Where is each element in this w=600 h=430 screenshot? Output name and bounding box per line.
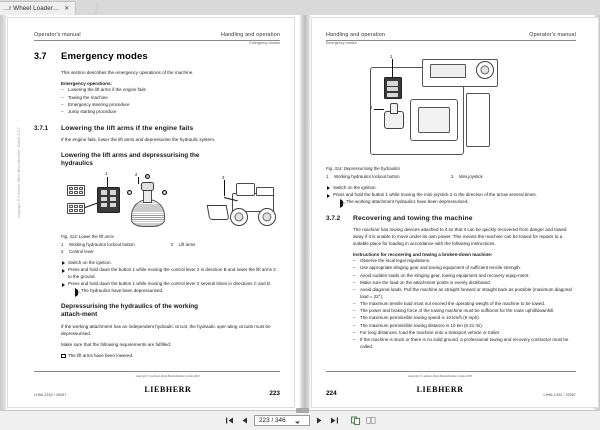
page-gutter-left [0, 15, 6, 410]
list-item: – Jump starting procedure [61, 109, 280, 116]
figure-314 [326, 53, 576, 163]
subsection-intro: If the engine fails, lower the lift arms and depressurise the hydraulic system. [61, 136, 216, 142]
legend-item [171, 242, 281, 248]
document-tab[interactable] [0, 1, 76, 15]
chevron-down-icon[interactable] [294, 412, 301, 430]
page-content-right [326, 51, 576, 377]
page-number-value: 223 / 346 [259, 417, 286, 424]
loader-engine-hood [256, 187, 274, 196]
legend-number: 1 [61, 241, 64, 247]
legend-item [61, 242, 171, 248]
direction-badge-b: B [146, 174, 149, 179]
joystick-base [131, 199, 165, 227]
figure-313-legend [61, 242, 280, 256]
section-heading [34, 51, 280, 62]
mini-joystick-shaft [390, 103, 398, 114]
list-item: Switch on the ignition. [61, 260, 280, 267]
callout-1: 1 [390, 54, 393, 59]
direction-badge-d: D [163, 190, 166, 195]
leader-line-1 [392, 59, 393, 77]
heading-depressurising-attachment: Depressurising the hydraulics of the working attach-ment [61, 302, 199, 319]
requirements-list [61, 353, 280, 360]
running-head-right: Operator's manual [529, 32, 576, 38]
list-item: The lift arms have been lowered. [61, 353, 280, 360]
list-item: – If the machine is stuck or there is no solid ground, a professional towing and recovery contractor must be called. [353, 337, 576, 350]
console-armrest [418, 107, 450, 133]
brand-logo: LIEBHERR [416, 385, 464, 394]
figure-313-caption: Fig. 313: Lower the lift arms [61, 233, 115, 239]
callout-2: 2 [370, 105, 373, 110]
list-item: – The maximum permissible towing speed is 10 km/h (6 mph). [353, 315, 576, 322]
figure-313 [61, 170, 280, 231]
section-title: Emergency modes [61, 51, 148, 62]
leader-line-2 [138, 177, 139, 184]
legend-item [451, 174, 576, 180]
emergency-ops-list [61, 87, 280, 115]
first-page-button[interactable] [224, 415, 235, 426]
brand-logo: LIEBHERR [144, 385, 192, 394]
list-item: – Make sure the load on the attachment points is evenly distributed. [353, 280, 576, 287]
document-id: LH96-1332 / 39267 [34, 393, 67, 397]
legend-label: Mini joystick [459, 174, 483, 179]
instructions-lead: Instructions for recovering and towing a broken-down machine: [353, 251, 493, 257]
document-page-right [311, 17, 599, 408]
page-number-input[interactable] [254, 415, 310, 426]
viewer-toolbar [0, 410, 600, 430]
legend-item [61, 249, 171, 255]
cab-pillar [466, 93, 490, 147]
leader-line-1 [107, 177, 108, 187]
list-item: ▷ The hydraulics have been depressurised. [75, 288, 280, 295]
document-page-left [7, 17, 295, 408]
list-item: Press and hold down the button 1 while moving the control lever 2 in direction B and lower the lift arms 3 to the ground. [61, 267, 280, 280]
list-item: – Lowering the lift arms if the engine fails [61, 87, 280, 94]
leader-line-2 [374, 109, 384, 110]
list-item: – The maximum permissible towing distance is 10 km (6.21 mi). [353, 323, 576, 330]
list-item: – For long distances, load the machine onto a transport vehicle or trailer. [353, 330, 576, 337]
list-item: – Avoid sudden loads on the slinging gear, towing equipment and recovery equip-ment. [353, 273, 576, 280]
page-footer-left [34, 371, 280, 397]
legend-number: 1 [326, 174, 329, 179]
subsection-title: Recovering and towing the machine [353, 214, 473, 222]
loader-bucket [207, 205, 230, 220]
page-number: 223 [269, 390, 280, 397]
list-item [326, 192, 576, 206]
list-item: – The maximum tensile load must not exceed the operating weight of the machine to be towed. [353, 301, 576, 308]
legend-number: 2 [451, 174, 454, 179]
loader-wheel-rear [258, 208, 276, 226]
list-item: – Towing the machine [61, 95, 280, 102]
legend-label: Lift arms [178, 241, 196, 247]
list-item: – Avoid diagonal loads. Pull the machine as straight forward or straight back as possible (maximum diagonal load = 22°). [353, 287, 576, 300]
loader-cab [236, 183, 255, 196]
wheel-loader-illustration [206, 175, 280, 229]
list-item: – Use appropriate slinging gear and towing equipment of sufficient tensile strength. [353, 265, 576, 272]
leader-line-keypad [85, 203, 97, 208]
browser-tab-strip [0, 0, 600, 16]
legend-label: Working hydraulics lockout button [69, 241, 135, 247]
procedure-steps-left [61, 260, 280, 295]
keypad-icon-upper [67, 185, 85, 196]
copyright-line: copyright © Liebherr-Werk Bischofshofen GmbH 2017 [407, 375, 473, 379]
running-head-subtitle: Emergency modes [326, 41, 357, 45]
section-number: 3.7 [34, 51, 47, 61]
steering-wheel-icon [476, 61, 494, 79]
close-icon[interactable]: ✕ [64, 5, 70, 12]
list-item: – Observe the local legal regulations. [353, 258, 576, 265]
legend-number: 3 [170, 241, 173, 247]
list-item: Switch on the ignition. [326, 185, 576, 192]
spine-watermark: copyright © Liebherr-Werk Bischofshofen GmbH 2017 [17, 127, 21, 218]
document-id: LH96-1332 / 39267 [543, 393, 576, 397]
requirements-lead: Make sure that the following requirements are fulfilled: [61, 341, 172, 347]
page-gutter-center-b [305, 15, 310, 410]
control-panel-icon [97, 187, 120, 213]
legend-label: Working hydraulics lockout button [334, 174, 400, 179]
two-page-view-button[interactable] [365, 415, 376, 426]
callout-1: 1 [105, 170, 108, 176]
scrollbar-thumb[interactable] [296, 408, 309, 413]
emergency-ops-lead: Emergency operations: [61, 80, 113, 86]
running-head [326, 32, 576, 41]
page-footer-right [326, 371, 576, 397]
list-item: – The power and braking force of the towing machine must be sufficient for the route uphill/downhill. [353, 308, 576, 315]
list-item [61, 281, 280, 295]
step-result-list [68, 288, 280, 295]
keypad-icon-lower [67, 203, 85, 214]
subsection-heading-372 [326, 215, 576, 222]
document-tab-label: …r Wheel Loader… [3, 5, 60, 12]
attachment-paragraph: If the working attachment has an independent hydraulic circuit, the hydraulic oper-ating circuits must be depressurised. [61, 323, 271, 336]
legend-item [326, 174, 451, 180]
section-intro: This section describes the emergency operations of the machine. [61, 70, 194, 75]
page-number: 224 [326, 390, 337, 397]
last-page-button[interactable] [329, 415, 340, 426]
leader-line-3 [224, 180, 225, 196]
figure-314-legend [326, 174, 576, 181]
step-text: Press and hold the button 1 while moving the mini-joystick 2 in the direction of the arrow several times. [333, 192, 537, 198]
towing-paragraph: The machine has towing devices attached to it so that it can be quickly recovered from danger and towed away if it is unable to move under its own power. This means the machine can be towed for repairs to a suitable place for loading in accordance with the following instructions. [353, 226, 567, 246]
legend-number: 2 [61, 248, 64, 254]
page-content-left [34, 51, 280, 377]
step-text: Press and hold down the button 1 while moving the control lever 2 several times in directions C and D. [68, 281, 272, 287]
previous-page-button[interactable] [239, 415, 250, 426]
running-head [34, 32, 280, 41]
tab-divider [94, 2, 108, 15]
list-item: – Emergency steering procedure [61, 102, 280, 109]
subsection-number: 3.7.1 [34, 124, 49, 132]
dashboard-display [430, 64, 466, 78]
subsection-title: Lowering the lift arms if the engine fails [61, 124, 194, 132]
pdf-viewer-canvas [0, 15, 600, 410]
subsection-heading-371 [34, 125, 280, 132]
next-page-button[interactable] [314, 415, 325, 426]
loader-wheel-front [230, 208, 248, 226]
running-head-right: Handling and operation [220, 32, 280, 38]
heading-lowering-depressurising: Lowering the lift arms and depressurising the hydraulics [61, 151, 200, 168]
subsection-number: 3.7.2 [326, 214, 341, 222]
procedure-steps-right [326, 185, 576, 206]
running-head-left: Operator's manual [34, 32, 81, 38]
copyright-line: copyright © Liebherr-Werk Bischofshofen GmbH 2017 [135, 375, 201, 379]
direction-badge-c: C [128, 190, 131, 195]
lockout-button-panel [384, 77, 402, 99]
legend-label: Control lever [69, 248, 94, 254]
towing-instructions-list [353, 258, 576, 350]
running-head-left: Handling and operation [326, 32, 386, 38]
step-result-list [333, 199, 576, 206]
list-item: ▷ The working attachment hydraulics have been depressurised. [340, 199, 576, 206]
joystick-knob [141, 182, 154, 191]
figure-314-caption: Fig. 314: Depressurising the hydraulics [326, 166, 401, 171]
callout-3: 3 [222, 174, 225, 180]
single-page-view-button[interactable] [350, 415, 361, 426]
callout-2: 2 [135, 171, 138, 177]
running-head-subtitle: Emergency modes [249, 41, 280, 45]
